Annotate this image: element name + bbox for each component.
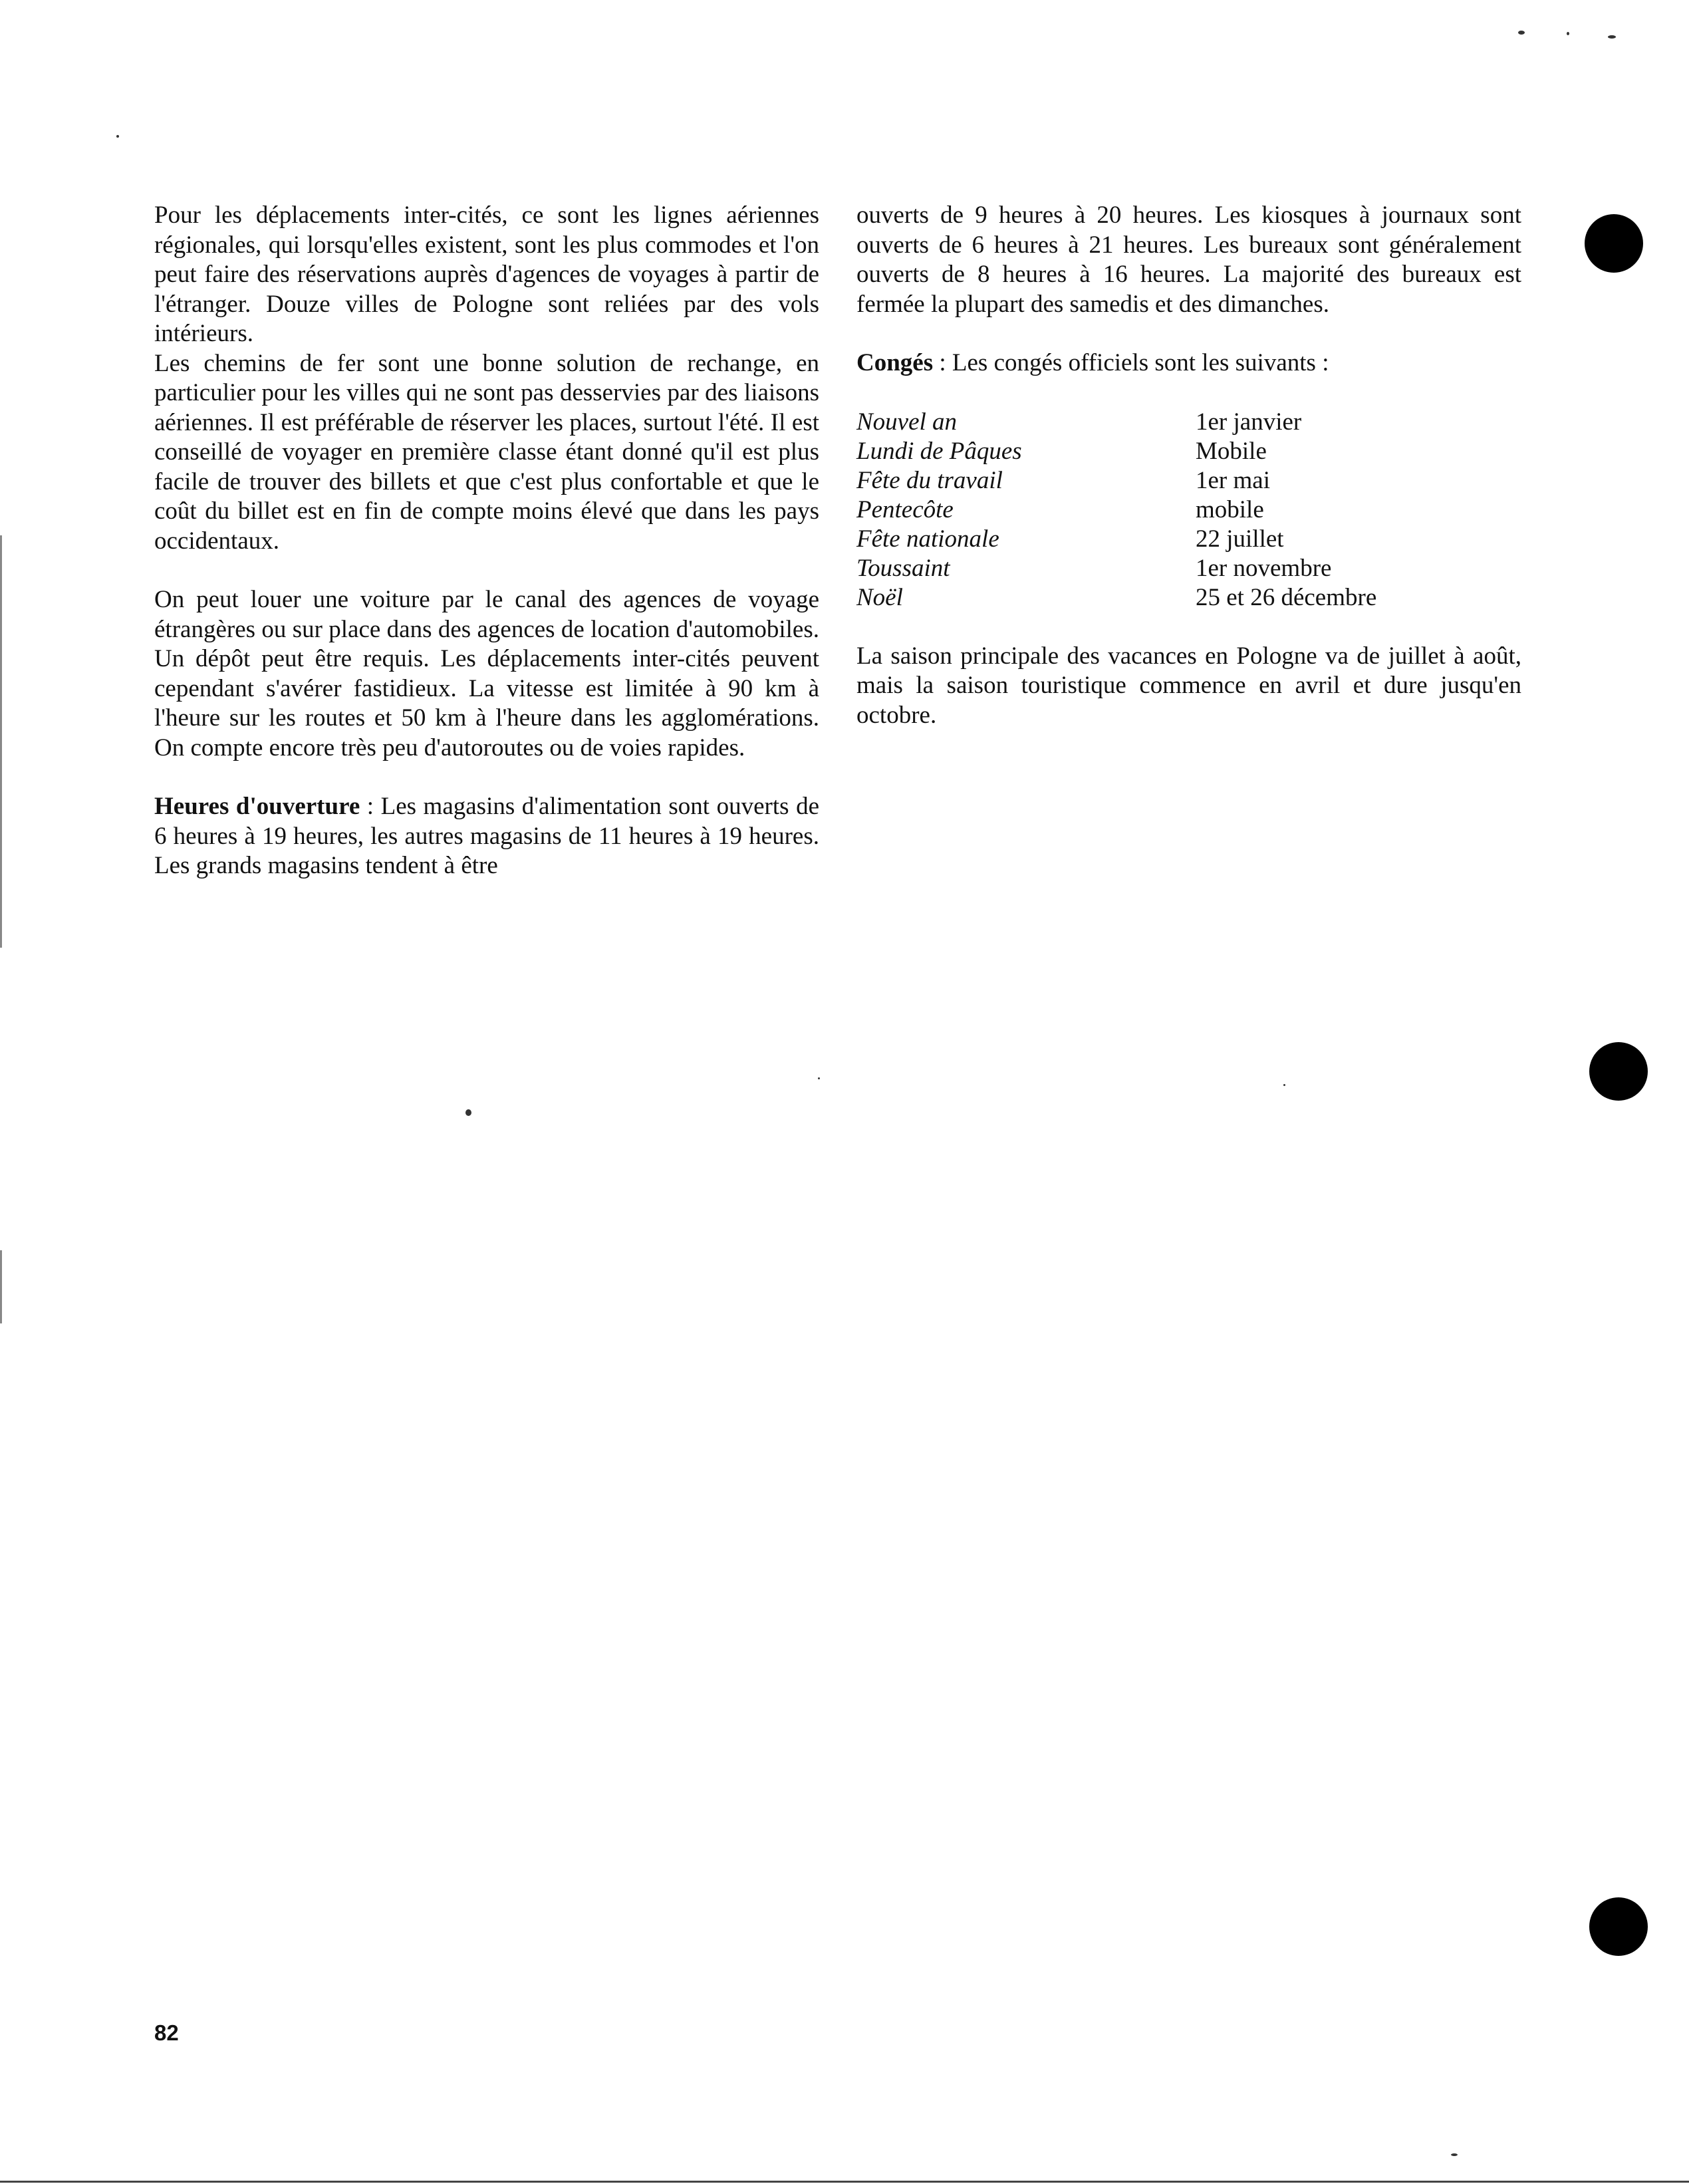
scan-speck [1518,31,1525,35]
holiday-date: Mobile [1196,437,1267,465]
holidays-table [856,408,1376,613]
holiday-name: Noël [856,583,903,611]
table-row [856,495,1376,525]
scan-speck [465,1109,471,1116]
holidays-heading: Congés [856,349,934,376]
opening-hours-text: : Les magasins d'alimentation sont ouverts de 6 heures à 19 heures, les autres magasins de 11 heures à 19 heures. Les grands magasins tendent à être [154,793,819,879]
paragraph-office-hours: ouverts de 9 heures à 20 heures. Les kiosques à journaux sont ouverts de 6 heures à 21 heures. Les bureaux sont généralement ouverts de 8 heures à 16 heures. La majorité des bureaux est fermée la plupart des samedis et des dimanches. [856,202,1521,318]
holiday-name: Nouvel an [856,408,958,436]
paragraph-holidays-intro [856,348,1521,378]
table-row [856,525,1376,554]
paragraph-rail-travel: Les chemins de fer sont une bonne solution de rechange, en particulier pour les villes qui ne sont pas desservies par des liaisons aériennes. Il est préférable de réserver les places, surtout l'été. Il est conseillé de voyager en première classe étant donné qu'il est plus facile de trouver des billets et que c'est plus confortable et que le coût du billet est en fin de compte moins élevé que dans les pays occidentaux. [154,349,819,555]
scan-edge-left-lower [0,1250,2,1323]
holiday-date: mobile [1196,495,1264,523]
scan-speck [1567,32,1569,35]
scan-speck [116,135,119,138]
holidays-intro-text: : Les congés officiels sont les suivants : [933,349,1329,376]
table-row [856,408,1376,437]
page-number: 82 [154,2020,179,2045]
punch-hole-top [1585,214,1643,273]
holiday-name: Lundi de Pâques [856,437,1022,465]
holiday-name: Toussaint [856,554,950,582]
scan-speck [818,1077,820,1079]
holiday-date: 1er janvier [1196,408,1302,436]
scan-edge-left [0,535,2,948]
holiday-date: 1er novembre [1196,554,1332,582]
scan-edge-bottom [0,2181,1689,2183]
holiday-name: Fête nationale [856,525,999,553]
punch-hole-middle [1589,1042,1648,1101]
paragraph-opening-hours [154,792,819,881]
paragraph-air-travel: Pour les déplacements inter-cités, ce sont les lignes aériennes régionales, qui lorsqu'elles existent, sont les plus commodes et l'on peut faire des réservations auprès d'agences de voyages à partir de l'étranger. Douze villes de Pologne sont reliées par des vols intérieurs. [154,202,819,347]
holiday-date: 1er mai [1196,466,1270,494]
left-column [154,201,819,881]
holiday-name: Pentecôte [856,495,954,523]
paragraph-car-rental: On peut louer une voiture par le canal des agences de voyage étrangères ou sur place dans des agences de location d'automobiles. Un dépôt peut être requis. Les déplacements inter-cités peuvent cependant s'avérer fastidieux. La vitesse est limitée à 90 km à l'heure sur les routes et 50 km à l'heure dans les agglomérations. On compte encore très peu d'autoroutes ou de voies rapides. [154,586,819,761]
table-row [856,554,1376,583]
punch-hole-bottom [1589,1897,1648,1956]
table-row [856,583,1376,613]
right-column [856,201,1521,730]
opening-hours-heading: Heures d'ouverture [154,793,360,820]
holiday-date: 22 juillet [1196,525,1284,553]
scan-speck [1608,35,1616,39]
holiday-name: Fête du travail [856,466,1003,494]
holiday-date: 25 et 26 décembre [1196,583,1377,611]
scan-speck [1451,2153,1458,2156]
paragraph-tourist-season: La saison principale des vacances en Pologne va de juillet à août, mais la saison touristique commence en avril et dure jusqu'en octobre. [856,642,1521,729]
scan-speck [1283,1084,1285,1086]
table-row [856,466,1376,495]
table-row [856,437,1376,466]
